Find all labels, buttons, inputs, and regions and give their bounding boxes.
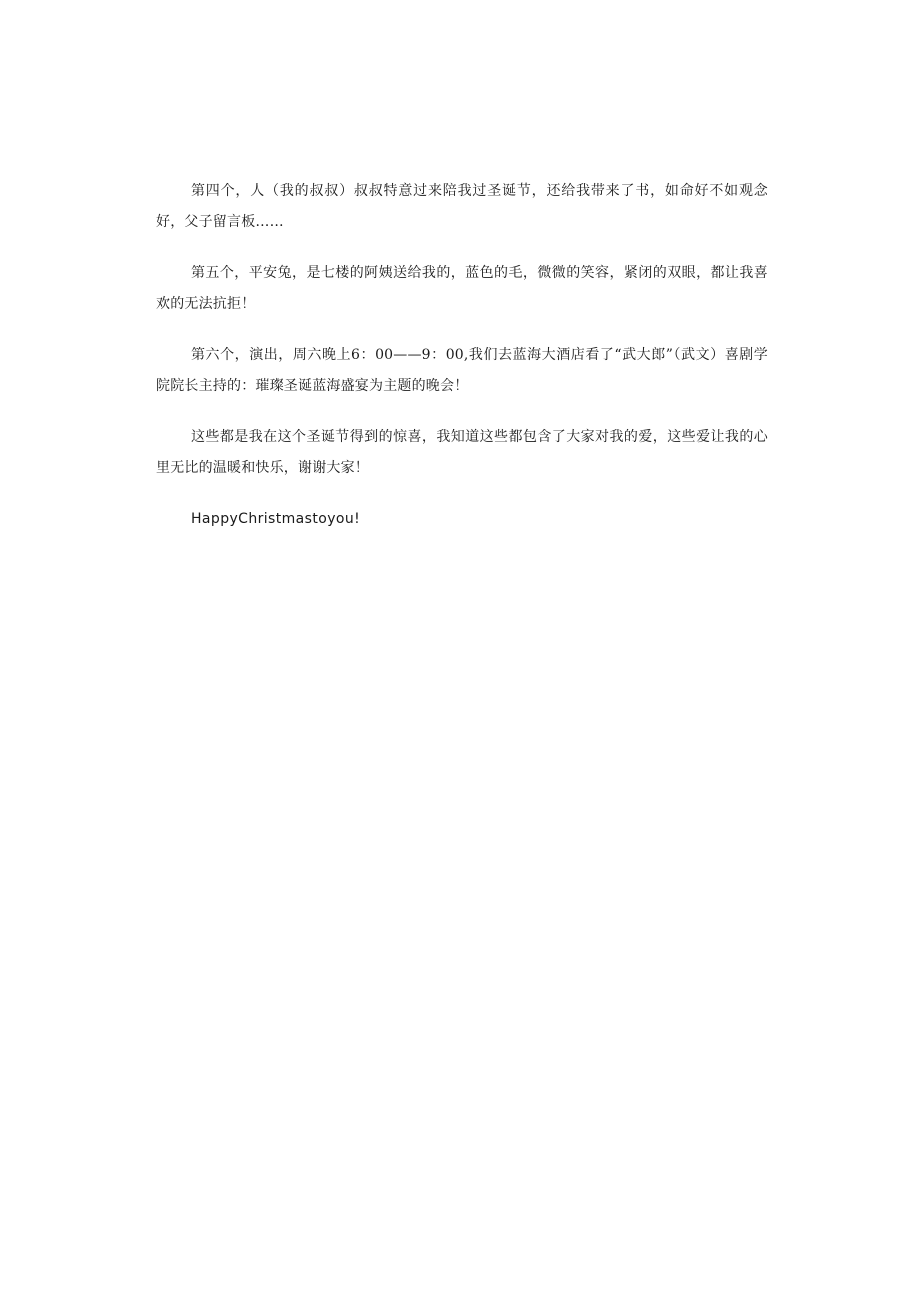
document-body [156,176,768,555]
paragraph-fifth-gift: 第五个，平安兔，是七楼的阿姨送给我的，蓝色的毛，微微的笑容，紧闭的双眼，都让我喜欢的无法抗拒！ [156,265,768,312]
closing-greeting: HappyChristmastoyou! [191,511,361,527]
paragraph-thanks: 这些都是我在这个圣诞节得到的惊喜，我知道这些都包含了大家对我的爱，这些爱让我的心里无比的温暖和快乐，谢谢大家！ [156,429,768,476]
paragraph-sixth-gift: 第六个，演出，周六晚上6：00——9：00,我们去蓝海大酒店看了“武大郎”（武文）喜剧学院院长主持的：璀璨圣诞蓝海盛宴为主题的晚会！ [156,347,768,394]
paragraph-fourth-gift: 第四个，人（我的叔叔）叔叔特意过来陪我过圣诞节，还给我带来了书，如命好不如观念好，父子留言板…… [156,183,768,230]
